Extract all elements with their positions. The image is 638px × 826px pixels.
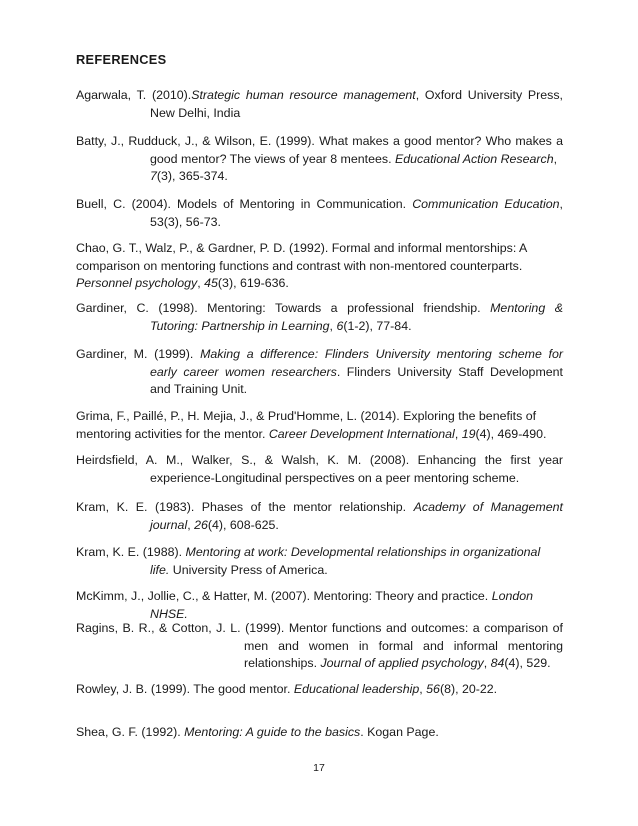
reference-entry: [76, 499, 563, 534]
reference-entry: [76, 620, 563, 673]
reference-line: Shea, G. F. (1992). Mentoring: A guide to the basics. Kogan Page.: [76, 725, 439, 739]
page-number: 17: [313, 762, 325, 774]
reference-line: Kram, K. E. (1988). Mentoring at work: Developmental relationships in organizational: [76, 545, 541, 559]
reference-line: New Delhi, India: [150, 105, 241, 120]
reference-line: early career women researchers. Flinders University Staff Development: [150, 364, 563, 379]
reference-line: Agarwala, T. (2010).Strategic human resource management, Oxford University Press,: [76, 88, 563, 102]
reference-entry: [76, 87, 563, 122]
reference-line: Heirdsfield, A. M., Walker, S., & Walsh, K. M. (2008). Enhancing the first year: [76, 453, 563, 467]
reference-line: Kram, K. E. (1983). Phases of the mentor relationship. Academy of Management: [76, 500, 563, 514]
reference-entry: [76, 240, 563, 293]
reference-entry: [76, 588, 563, 623]
reference-line: Grima, F., Paillé, P., H. Mejia, J., & Prud'Homme, L. (2014). Exploring the benefits of: [76, 409, 537, 423]
reference-line: men and women in formal and informal mentoring: [244, 638, 563, 653]
reference-line: Ragins, B. R., & Cotton, J. L. (1999). Mentor functions and outcomes: a comparison of: [76, 621, 563, 635]
reference-entry: [76, 133, 563, 186]
reference-line: good mentor? The views of year 8 mentees. Educational Action Research,: [150, 151, 558, 166]
reference-line: Gardiner, C. (1998). Mentoring: Towards a professional friendship. Mentoring &: [76, 301, 563, 315]
reference-entry: [76, 408, 563, 443]
reference-entry: [76, 724, 563, 742]
reference-line: Personnel psychology, 45(3), 619-636.: [76, 276, 289, 290]
reference-entry: [76, 681, 563, 699]
reference-entry: [76, 452, 563, 487]
reference-line: relationships. Journal of applied psychology, 84(4), 529.: [244, 656, 551, 670]
reference-line: mentoring activities for the mentor. Career Development International, 19(4), 469-490.: [76, 426, 547, 441]
reference-line: 7(3), 365-374.: [150, 169, 228, 183]
reference-line: McKimm, J., Jollie, C., & Hatter, M. (2007). Mentoring: Theory and practice. London: [76, 589, 534, 603]
reference-line: 53(3), 56-73.: [150, 214, 221, 229]
reference-entry: [76, 196, 563, 231]
reference-line: NHSE.: [150, 606, 188, 621]
reference-line: Rowley, J. B. (1999). The good mentor. Educational leadership, 56(8), 20-22.: [76, 682, 498, 696]
reference-entry: [76, 346, 563, 399]
reference-line: Chao, G. T., Walz, P., & Gardner, P. D. (1992). Formal and informal mentorships: A: [76, 241, 528, 255]
reference-line: Gardiner, M. (1999). Making a difference: Flinders University mentoring scheme for: [76, 347, 563, 361]
reference-line: life. University Press of America.: [150, 562, 328, 577]
reference-line: and Training Unit.: [150, 382, 248, 396]
reference-line: Tutoring: Partnership in Learning, 6(1-2), 77-84.: [150, 318, 412, 333]
reference-entry: [76, 544, 563, 579]
reference-line: journal, 26(4), 608-625.: [150, 517, 279, 532]
reference-line: experience-Longitudinal perspectives on a peer mentoring scheme.: [150, 470, 520, 485]
reference-line: comparison on mentoring functions and contrast with non-mentored counterparts.: [76, 258, 523, 273]
reference-line: Batty, J., Rudduck, J., & Wilson, E. (1999). What makes a good mentor? Who makes a: [76, 134, 563, 148]
reference-line: Buell, C. (2004). Models of Mentoring in Communication. Communication Education,: [76, 197, 563, 211]
references-heading: REFERENCES: [76, 52, 167, 67]
reference-entry: [76, 300, 563, 335]
